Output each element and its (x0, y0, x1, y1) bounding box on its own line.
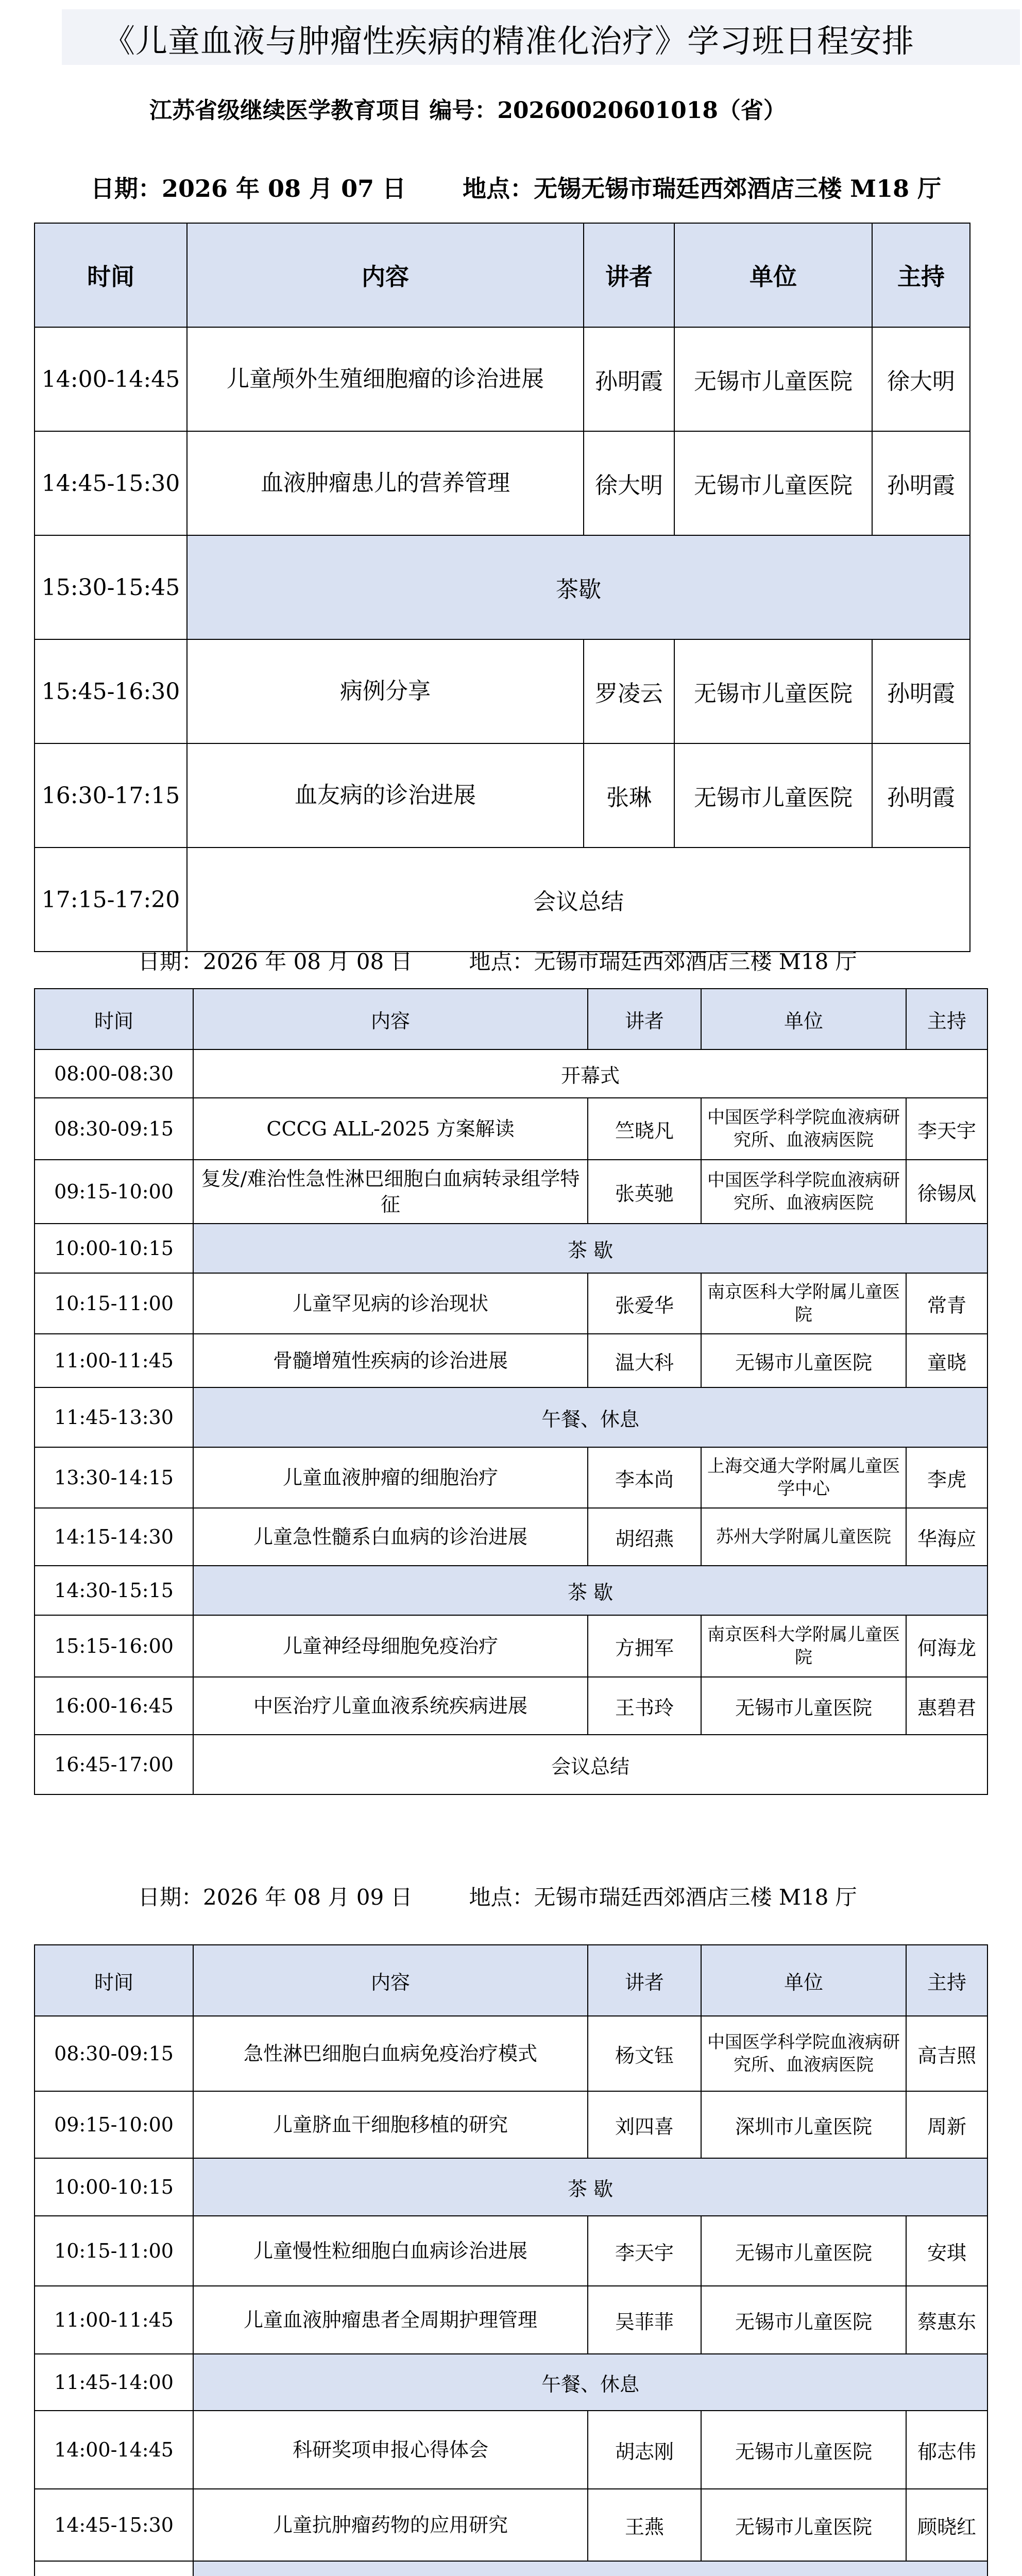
page-title: 《儿童血液与肿瘤性疾病的精准化治疗》学习班日程安排 (103, 22, 915, 60)
unit-cell: 无锡市儿童医院 (674, 327, 872, 431)
table-row (35, 431, 970, 535)
break-cell: 午餐、休息 (193, 1387, 987, 1447)
unit-cell: 中国医学科学院血液病研究所、血液病医院 (701, 1160, 906, 1224)
unit-cell: 中国医学科学院血液病研究所、血液病医院 (701, 1098, 906, 1160)
table-row (35, 2561, 987, 2576)
content-cell: 儿童急性髓系白血病的诊治进展 (193, 1508, 588, 1566)
unit-cell: 无锡市儿童医院 (701, 2286, 906, 2354)
host-cell: 惠碧君 (906, 1677, 987, 1735)
speaker-cell: 温大科 (588, 1334, 701, 1387)
content-cell: 儿童神经母细胞免疫治疗 (193, 1615, 588, 1677)
host-cell: 蔡惠东 (906, 2286, 987, 2354)
day3-date: 日期：2026 年 08 月 09 日 (138, 1885, 413, 1910)
time-cell: 15:45-16:30 (35, 639, 187, 743)
table-row (35, 1508, 987, 1566)
content-cell: 科研奖项申报心得体会 (193, 2411, 588, 2489)
speaker-cell: 吴菲菲 (588, 2286, 701, 2354)
day1-schedule-table (34, 223, 970, 952)
speaker-cell: 徐大明 (584, 431, 674, 535)
speaker-cell: 李天宇 (588, 2216, 701, 2286)
time-cell: 14:00-14:45 (35, 327, 187, 431)
host-cell: 李虎 (906, 1447, 987, 1508)
time-cell: 09:15-10:00 (35, 1160, 193, 1224)
speaker-cell: 竺晓凡 (588, 1098, 701, 1160)
day2-date: 日期：2026 年 08 月 08 日 (138, 949, 413, 974)
unit-cell: 中国医学科学院血液病研究所、血液病医院 (701, 2016, 906, 2091)
header-time: 时间 (35, 223, 187, 327)
content-cell: 病例分享 (187, 639, 584, 743)
host-cell: 孙明霞 (872, 431, 970, 535)
unit-cell: 南京医科大学附属儿童医院 (701, 1615, 906, 1677)
table-row (35, 743, 970, 848)
time-cell: 17:15-17:20 (35, 848, 187, 952)
unit-cell: 无锡市儿童医院 (701, 2489, 906, 2561)
table-row (35, 2411, 987, 2489)
table-row (35, 1615, 987, 1677)
table-row (35, 1098, 987, 1160)
day2-header (138, 945, 857, 976)
time-cell: 08:30-09:15 (35, 1098, 193, 1160)
header-time: 时间 (35, 989, 193, 1049)
table-row (35, 1224, 987, 1273)
speaker-cell: 王燕 (588, 2489, 701, 2561)
time-cell: 16:45-17:00 (35, 1735, 193, 1794)
host-cell: 安琪 (906, 2216, 987, 2286)
table-row (35, 2091, 987, 2158)
unit-cell: 无锡市儿童医院 (674, 431, 872, 535)
time-cell: 11:45-14:00 (35, 2354, 193, 2411)
time-cell: 10:15-11:00 (35, 2216, 193, 2286)
unit-cell: 无锡市儿童医院 (674, 743, 872, 848)
table-row (35, 1334, 987, 1387)
content-cell: 血友病的诊治进展 (187, 743, 584, 848)
table-row (35, 1447, 987, 1508)
content-cell: 中医治疗儿童血液系统疾病进展 (193, 1677, 588, 1735)
table-row (35, 2489, 987, 2561)
summary-cell: 会议总结 (187, 848, 970, 952)
content-cell: 血液肿瘤患儿的营养管理 (187, 431, 584, 535)
time-cell: 11:00-11:45 (35, 2286, 193, 2354)
unit-cell: 南京医科大学附属儿童医院 (701, 1273, 906, 1334)
table-row (35, 535, 970, 639)
host-cell: 李天宇 (906, 1098, 987, 1160)
table-row (35, 1049, 987, 1098)
day2-schedule-table (34, 988, 988, 1795)
header-time: 时间 (35, 1945, 193, 2016)
time-cell: 11:00-11:45 (35, 1334, 193, 1387)
unit-cell: 无锡市儿童医院 (701, 1677, 906, 1735)
content-cell: 儿童脐血干细胞移植的研究 (193, 2091, 588, 2158)
unit-cell: 无锡市儿童医院 (701, 2411, 906, 2489)
header-host: 主持 (906, 989, 987, 1049)
break-cell: 午餐、休息 (193, 2354, 987, 2411)
content-cell: 儿童抗肿瘤药物的应用研究 (193, 2489, 588, 2561)
break-cell: 茶 歇 (193, 1224, 987, 1273)
header-unit: 单位 (701, 989, 906, 1049)
time-cell: 15:30-15:45 (35, 535, 187, 639)
unit-cell: 无锡市儿童医院 (701, 1334, 906, 1387)
speaker-cell: 孙明霞 (584, 327, 674, 431)
day1-date: 日期：2026 年 08 月 07 日 (91, 175, 406, 202)
speaker-cell: 李本尚 (588, 1447, 701, 1508)
table-row (35, 2216, 987, 2286)
time-cell: 10:00-10:15 (35, 1224, 193, 1273)
time-cell: 11:45-13:30 (35, 1387, 193, 1447)
content-cell: CCCG ALL-2025 方案解读 (193, 1098, 588, 1160)
table-row (35, 1677, 987, 1735)
time-cell: 14:45-15:30 (35, 2489, 193, 2561)
day3-header (138, 1880, 857, 1911)
content-cell: 儿童罕见病的诊治现状 (193, 1273, 588, 1334)
table-row (35, 2286, 987, 2354)
table-row (35, 1566, 987, 1615)
host-cell: 郁志伟 (906, 2411, 987, 2489)
project-subtitle: 江苏省级继续医学教育项目 编号：20260020601018（省） (149, 97, 786, 124)
table-row (35, 2158, 987, 2216)
speaker-cell: 方拥军 (588, 1615, 701, 1677)
host-cell: 何海龙 (906, 1615, 987, 1677)
day1-header (91, 170, 941, 204)
table-row (35, 1387, 987, 1447)
header-unit: 单位 (701, 1945, 906, 2016)
content-cell: 急性淋巴细胞白血病免疫治疗模式 (193, 2016, 588, 2091)
unit-cell: 上海交通大学附属儿童医学中心 (701, 1447, 906, 1508)
time-cell: 14:00-14:45 (35, 2411, 193, 2489)
speaker-cell: 刘四喜 (588, 2091, 701, 2158)
table-header-row (35, 1945, 987, 2016)
time-cell: 16:30-17:15 (35, 743, 187, 848)
speaker-cell: 胡绍燕 (588, 1508, 701, 1566)
day1-location: 地点：无锡无锡市瑞廷西郊酒店三楼 M18 厅 (463, 175, 942, 202)
speaker-cell: 张爱华 (588, 1273, 701, 1334)
host-cell: 顾晓红 (906, 2489, 987, 2561)
unit-cell: 苏州大学附属儿童医院 (701, 1508, 906, 1566)
break-cell (193, 2561, 987, 2576)
time-cell: 08:00-08:30 (35, 1049, 193, 1098)
unit-cell: 无锡市儿童医院 (701, 2216, 906, 2286)
table-header-row (35, 989, 987, 1049)
header-speaker: 讲者 (584, 223, 674, 327)
break-cell: 茶 歇 (193, 2158, 987, 2216)
time-cell: 13:30-14:15 (35, 1447, 193, 1508)
host-cell: 华海应 (906, 1508, 987, 1566)
content-cell: 复发/难治性急性淋巴细胞白血病转录组学特征 (193, 1160, 588, 1224)
host-cell: 周新 (906, 2091, 987, 2158)
table-row (35, 1273, 987, 1334)
table-header-row (35, 223, 970, 327)
time-cell: 16:00-16:45 (35, 1677, 193, 1735)
content-cell: 骨髓增殖性疾病的诊治进展 (193, 1334, 588, 1387)
day2-location: 地点：无锡市瑞廷西郊酒店三楼 M18 厅 (469, 949, 857, 974)
summary-cell: 开幕式 (193, 1049, 987, 1098)
content-cell: 儿童血液肿瘤患者全周期护理管理 (193, 2286, 588, 2354)
host-cell: 常青 (906, 1273, 987, 1334)
table-row (35, 2354, 987, 2411)
host-cell: 徐锡凤 (906, 1160, 987, 1224)
time-cell: 14:15-14:30 (35, 1508, 193, 1566)
header-host: 主持 (872, 223, 970, 327)
header-host: 主持 (906, 1945, 987, 2016)
time-cell: 10:00-10:15 (35, 2158, 193, 2216)
speaker-cell: 王书玲 (588, 1677, 701, 1735)
host-cell: 童晓 (906, 1334, 987, 1387)
break-cell: 茶歇 (187, 535, 970, 639)
summary-cell: 会议总结 (193, 1735, 987, 1794)
time-cell: 14:45-15:30 (35, 431, 187, 535)
host-cell: 徐大明 (872, 327, 970, 431)
header-content: 内容 (193, 1945, 588, 2016)
content-cell: 儿童血液肿瘤的细胞治疗 (193, 1447, 588, 1508)
time-cell: 15:15-16:00 (35, 1615, 193, 1677)
time-cell: 08:30-09:15 (35, 2016, 193, 2091)
host-cell: 孙明霞 (872, 639, 970, 743)
table-row (35, 848, 970, 952)
time-cell: 14:30-15:15 (35, 1566, 193, 1615)
speaker-cell: 张琳 (584, 743, 674, 848)
header-unit: 单位 (674, 223, 872, 327)
header-speaker: 讲者 (588, 1945, 701, 2016)
speaker-cell: 胡志刚 (588, 2411, 701, 2489)
content-cell: 儿童颅外生殖细胞瘤的诊治进展 (187, 327, 584, 431)
table-row (35, 639, 970, 743)
time-cell (35, 2561, 193, 2576)
unit-cell: 深圳市儿童医院 (701, 2091, 906, 2158)
header-speaker: 讲者 (588, 989, 701, 1049)
speaker-cell: 杨文钰 (588, 2016, 701, 2091)
day3-schedule-table (34, 1944, 988, 2576)
unit-cell: 无锡市儿童医院 (674, 639, 872, 743)
day3-location: 地点：无锡市瑞廷西郊酒店三楼 M18 厅 (469, 1885, 857, 1910)
header-content: 内容 (193, 989, 588, 1049)
table-row (35, 1160, 987, 1224)
time-cell: 10:15-11:00 (35, 1273, 193, 1334)
host-cell: 高吉照 (906, 2016, 987, 2091)
break-cell: 茶 歇 (193, 1566, 987, 1615)
content-cell: 儿童慢性粒细胞白血病诊治进展 (193, 2216, 588, 2286)
speaker-cell: 罗凌云 (584, 639, 674, 743)
table-row (35, 1735, 987, 1794)
time-cell: 09:15-10:00 (35, 2091, 193, 2158)
table-row (35, 327, 970, 431)
speaker-cell: 张英驰 (588, 1160, 701, 1224)
header-content: 内容 (187, 223, 584, 327)
table-row (35, 2016, 987, 2091)
host-cell: 孙明霞 (872, 743, 970, 848)
